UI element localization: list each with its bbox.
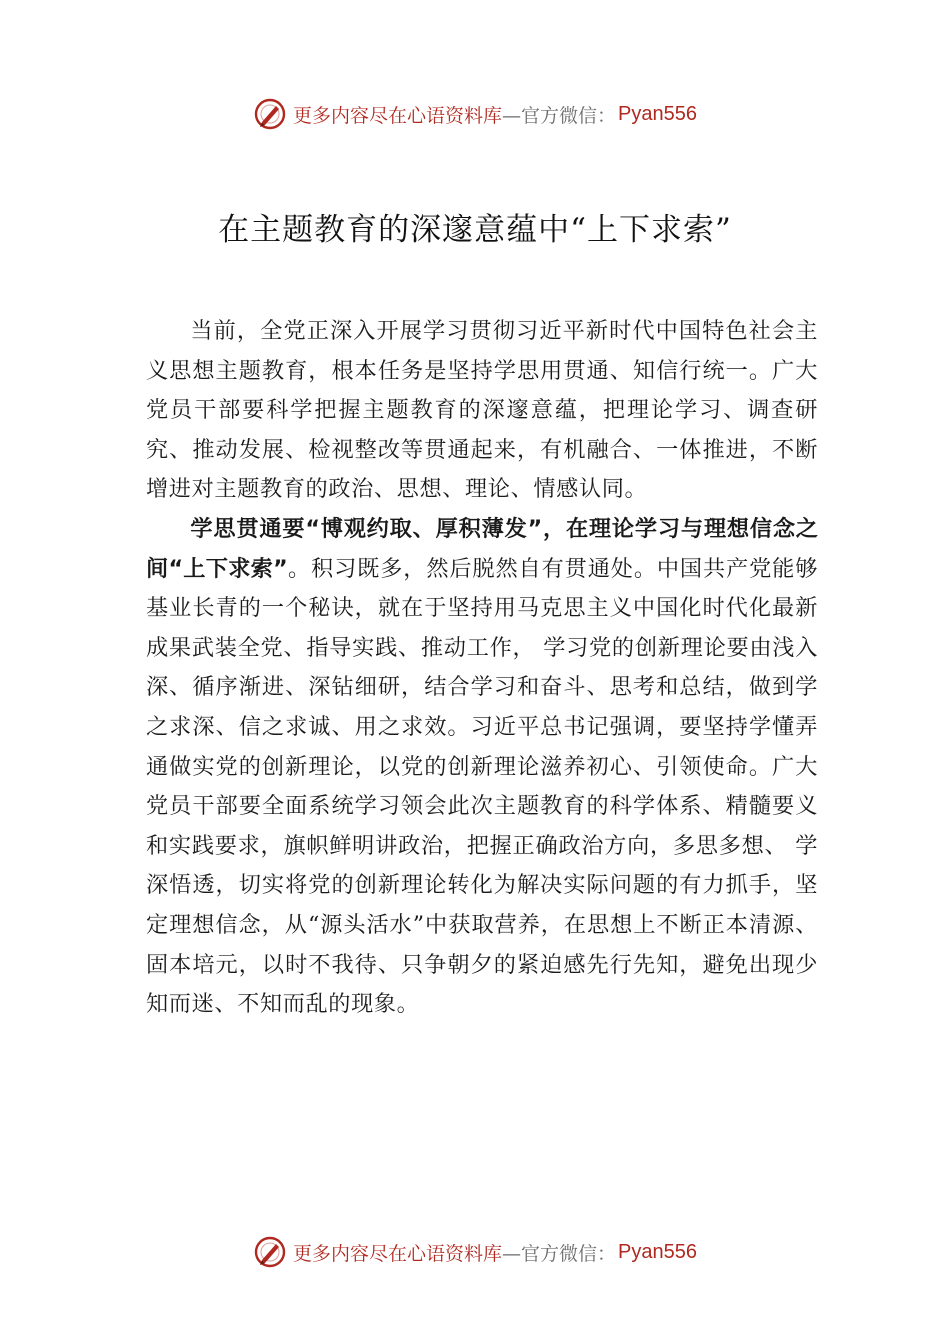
banner-wechat-id: Pyan556 [618, 102, 697, 125]
document-title: 在主题教育的深邃意蕴中“上下求索” [218, 212, 732, 248]
paragraph-learning [146, 510, 818, 1025]
footer-wechat-id: Pyan556 [618, 1240, 697, 1263]
pen-logo-icon [253, 1235, 287, 1269]
paragraph-lead-heading: 学思贯通要“博观约取、厚积薄发”，在理论学习与理想信念之间“上下求索” [146, 515, 818, 582]
paragraph-intro: 当前，全党正深入开展学习贯彻习近平新时代中国特色社会主义思想主题教育，根本任务是坚持学思用贯通、知信行统一。广大党员干部要科学把握主题教育的深邃意蕴，把理论学习、调查研究、推动发展、检视整改等贯通起来，有机融合、一体推进，不断增进对主题教育的政治、思想、理论、情感认同。 [146, 318, 818, 503]
document-body [146, 312, 818, 1025]
pen-logo-icon [253, 97, 287, 131]
paragraph-learning-text: 。积习既多，然后脱然自有贯通处。中国共产党能够基业长青的一个秘诀，就在于坚持用马克思主义中国化时代化最新成果武装全党、指导实践、推动工作， 学习党的创新理论要由浅入深、循序渐进、深钻细研，结合学习和奋斗、思考和总结，做到学之求深、信之求诚、用之求效。习近平总书记强调，要坚持学懂弄通做实党的创新理论，以党的创新理论滋养初心、引领使命。广大党员干部要全面系统学习领会此次主题教育的科学体系、精髓要义和实践要求，旗帜鲜明讲政治，把握正确政治方向，多思多想、 学深悟透，切实将党的创新理论转化为解决实际问题的有力抓手，坚定理想信念，从“源头活水”中获取营养，在思想上不断正本清源、固本培元，以时不我待、只争朝夕的紧迫感先行先知，避免出现少知而迷、不知而乱的现象。 [146, 555, 818, 1018]
footer-banner [0, 1232, 950, 1272]
footer-site-name: 更多内容尽在心语资料库 [293, 1242, 503, 1265]
banner-wechat-label: —官方微信： [502, 104, 617, 127]
banner-site-name: 更多内容尽在心语资料库 [293, 104, 503, 127]
header-banner [0, 94, 950, 134]
footer-wechat-label: —官方微信： [502, 1242, 617, 1265]
